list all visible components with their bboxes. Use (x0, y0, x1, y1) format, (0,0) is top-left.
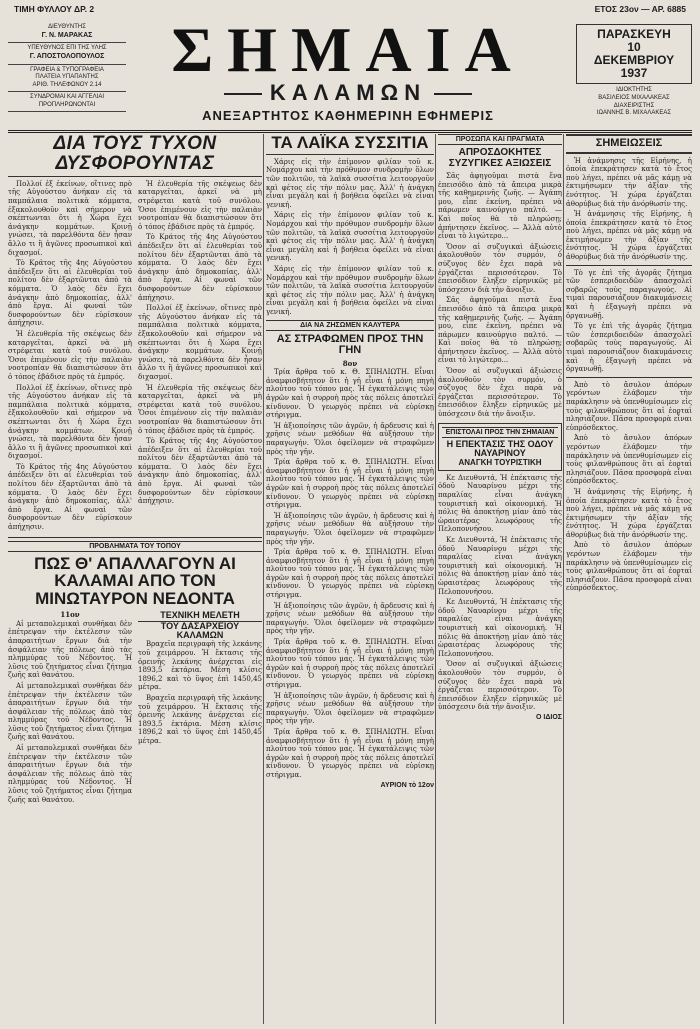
article-paragraph: Τρία ἄρθρα τοῦ κ. Θ. ΣΠΗΛΙΩΤΗ. Εἶναι ἀναμφισβήτητον ὅτι ἡ γῆ εἶναι ἡ μόνη πηγὴ πλούτου τοῦ τόπου μας. Ἡ ἐγκατάλειψις τῶν ἀγρῶν καὶ ἡ συρροὴ πρὸς τὰς πόλεις ἀποτελεῖ κίνδυνον. Ὁ γεωργὸς πρέπει νὰ εὑρίσκῃ στήριγμα. (266, 548, 434, 600)
column-3 (438, 134, 562, 1024)
article-paragraph: Αἱ μεταπολεμικαὶ συνθῆκαι δὲν ἐπέτρεψαν τὴν ἐκτέλεσιν τῶν ἀπαραιτήτων ἔργων διὰ τὴν ἀσφάλειαν τῆς πόλεως ἀπὸ τὰς πλημμύρας τοῦ Νέδοντος. Ἡ λῦσις τοῦ ζητήματος εἶναι ζήτημα ζωῆς καὶ θανάτου. (8, 619, 132, 680)
column-1 (8, 134, 262, 1024)
article-paragraph: Ἡ ἀνάμνησις τῆς Εἰρήνης, ἡ ὁποία ἐπεκράτησεν κατὰ τὸ ἔτος ποὺ λήγει, πρέπει νὰ μᾶς κάμῃ νὰ ἐκτιμήσωμεν τὴν ἀξίαν τῆς ἑνότητος. Ἡ χώρα ἐργάζεται ἀθορύβως διὰ τὴν ἀνόρθωσίν της. (566, 210, 692, 262)
issue-label: ΕΤΟΣ 23ον — ΑΡ. 6885 (594, 4, 686, 14)
article-paragraph: Ἀπὸ τὸ ἄσυλον ἀπόρων γερόντων ἐλάβομεν τὴν παράκλησιν νὰ ὑπενθυμίσωμεν εἰς τοὺς φιλανθρώπους ὅτι αἱ ἑορταὶ πλησιάζουν. Πᾶσα προσφορὰ εἶναι εὐπρόσδεκτος. (566, 541, 692, 593)
article-paragraph: Βραχεῖα περιγραφὴ τῆς λεκάνης τοῦ χειμάρρου. Ἡ ἔκτασις τῆς ὀρεινῆς λεκάνης ἀνέρχεται εἰς 1893,5 ἑκτάρια. Μέση κλίσις 1896,2 καὶ τὸ ὕψος ἐπὶ 1450,45 μέτρα. (138, 694, 262, 745)
gin-kicker: ΔΙΑ ΝΑ ΖΗΣΩΜΕΝ ΚΑΛΥΤΕΡΑ (266, 320, 434, 331)
date-day: ΠΑΡΑΣΚΕΥΗ (597, 27, 671, 41)
local-problems-headline: ΠΩΣ Θ' ΑΠΑΛΛΑΓΟΥΝ ΑΙ ΚΑΛΑΜΑΙ ΑΠΟ ΤΟΝ ΜΙΝΩΤΑΥΡΟΝ ΝΕΔΟΝΤΑ (34, 553, 236, 609)
prosopa-kicker: ΠΡΟΣΩΠΑ ΚΑΙ ΠΡΑΓΜΑΤΑ (438, 134, 562, 145)
letters-headline: Η ΕΠΕΚΤΑΣΙΣ ΤΗΣ ΟΔΟΥ ΝΑΥΑΡΙΝΟΥ (446, 438, 554, 459)
date-month: ΔΕΚΕΜΒΡΙΟΥ (593, 53, 675, 67)
article-paragraph: Χάρις εἰς τὴν ἐπίμονον φιλίαν τοῦ κ. Νομάρχου καὶ τὴν πρόθυμον συνδρομὴν ὅλων τῶν πολιτῶν, τὰ λαϊκὰ συσσίτια λειτουργοῦν καὶ φέτος εἰς τὴν πόλιν μας. Ἀλλ' ἡ ἀνάγκη εἶναι μεγάλη καὶ ἡ βοήθεια ὀφείλει νὰ εἶναι γενική. (266, 264, 434, 316)
phone-number: ΑΡΙΘ. ΤΗΛΕΦΩΝΟΥ 2.14 (32, 81, 102, 88)
article-paragraph: Τρία ἄρθρα τοῦ κ. Θ. ΣΠΗΛΙΩΤΗ. Εἶναι ἀναμφισβήτητον ὅτι ἡ γῆ εἶναι ἡ μόνη πηγὴ πλούτου τοῦ τόπου μας. Ἡ ἐγκατάλειψις τῶν ἀγρῶν καὶ ἡ συρροὴ πρὸς τὰς πόλεις ἀποτελεῖ κίνδυνον. Ὁ γεωργὸς πρέπει νὰ εὑρίσκῃ στήριγμα. (266, 458, 434, 510)
manager-label: ΔΙΑΧΕΙΡΙΣΤΗΣ (613, 102, 655, 109)
date-number: 10 (627, 40, 641, 54)
article-paragraph: Τὸ Κράτος τῆς 4ης Αὐγούστου ἀπέδειξεν ὅτι αἱ ἐλευθερίαι τοῦ πολίτου δὲν ἐξαρτῶνται ἀπὸ τὰ κόμματα. Ὁ λαὸς δὲν ἔχει ἀνάγκην ἀπὸ δημοκοπίας, ἀλλ' ἀπὸ ἔργα. Αἱ φωναὶ τῶν δυσφορούντων δὲν εὑρίσκουν ἀπήχησιν. (138, 233, 262, 302)
column-divider (435, 134, 436, 1024)
date-year: 1937 (620, 66, 648, 80)
subscriptions-note: ΣΥΝΔΡΟΜΑΙ ΚΑΙ ΑΓΓΕΛΙΑΙ ΠΡΟΠΛΗΡΩΝΟΝΤΑΙ (29, 94, 105, 108)
column-divider (263, 134, 264, 1024)
article-paragraph: Πολλοί ἐξ ἐκείνων, οἵτινες πρὸ τῆς Αὐγούστου ἀνήκαν εἰς τὰ παμπάλαια πολιτικὰ κόμματα, ἐξακολουθοῦν καὶ σήμερον νὰ σκέπτωνται ὅτι ἡ Χώρα ἔχει ἀνάγκην κομμάτων. Κοινῇ γνώσει, τὰ παρελθόντα δὲν ἦσαν ἄλλο τι ἢ ἀγῶνες προσωπικοὶ καὶ διχασμοί. (8, 383, 132, 461)
article-paragraph: Ἡ ἐλευθερία τῆς σκέψεως δὲν καταργεῖται, ἀρκεῖ νὰ μὴ στρέφεται κατὰ τοῦ συνόλου. Ὅσοι ἐπιμένουν εἰς τὴν παλαιὰν νοοτροπίαν θὰ διαπιστώσουν ὅτι ὁ τόπος ἐβάδισε πρὸς τὰ ἐμπρός. (138, 179, 262, 231)
article-paragraph: Τὸ Κράτος τῆς 4ης Αὐγούστου ἀπέδειξεν ὅτι αἱ ἐλευθερίαι τοῦ πολίτου δὲν ἐξαρτῶνται ἀπὸ τὰ κόμματα. Ὁ λαὸς δὲν ἔχει ἀνάγκην ἀπὸ δημοκοπίας, ἀλλ' ἀπὸ ἔργα. Αἱ φωναὶ τῶν δυσφορούντων δὲν εὑρίσκουν ἀπήχησιν. (138, 437, 262, 506)
newspaper-city: ΚΑΛΑΜΩΝ (133, 82, 563, 104)
article-paragraph: Τὸ γε ἐπὶ τῆς ἀγορᾶς ζήτημα τῶν ἐσπεριδοειδῶν ἀπασχολεῖ σοβαρῶς τοὺς παραγωγούς. Αἱ τιμαὶ παρουσιάζουν διακυμάνσεις καὶ ἡ ἐξαγωγὴ πρέπει νὰ ὀργανωθῇ. (566, 322, 692, 374)
article-paragraph: Αἱ μεταπολεμικαὶ συνθῆκαι δὲν ἐπέτρεψαν τὴν ἐκτέλεσιν τῶν ἀπαραιτήτων ἔργων διὰ τὴν ἀσφάλειαν τῆς πόλεως ἀπὸ τὰς πλημμύρας τοῦ Νέδοντος. Ἡ λῦσις τοῦ ζητήματος εἶναι ζήτημα ζωῆς καὶ θανάτου. (8, 744, 132, 804)
article-body-syssitia (266, 158, 434, 317)
article-body-simeioseis (566, 157, 692, 594)
column-divider (563, 134, 564, 1024)
article-paragraph: Ἡ ἀνάμνησις τῆς Εἰρήνης, ἡ ὁποία ἐπεκράτησεν κατὰ τὸ ἔτος ποὺ λήγει, πρέπει νὰ μᾶς κάμῃ νὰ ἐκτιμήσωμεν τὴν ἀξίαν τῆς ἑνότητος. Ἡ χώρα ἐργάζεται ἀθορύβως διὰ τὴν ἀνόρθωσίν της. (566, 487, 692, 539)
article-body-syzygikes (438, 172, 562, 419)
article-paragraph: Ἀπὸ τὸ ἄσυλον ἀπόρων γερόντων ἐλάβομεν τὴν παράκλησιν νὰ ὑπενθυμίσωμεν εἰς τοὺς φιλανθρώπους ὅτι αἱ ἑορταὶ πλησιάζουν. Πᾶσα προσφορὰ εἶναι εὐπρόσδεκτος. (566, 380, 692, 432)
column-2 (266, 134, 434, 1024)
newspaper-title-block (133, 14, 563, 123)
article-signoff: ΑΥΡΙΟΝ τὸ 12ον (380, 781, 434, 789)
article-paragraph: Τρία ἄρθρα τοῦ κ. Θ. ΣΠΗΛΙΩΤΗ. Εἶναι ἀναμφισβήτητον ὅτι ἡ γῆ εἶναι ἡ μόνη πηγὴ πλούτου τοῦ τόπου μας. Ἡ ἐγκατάλειψις τῶν ἀγρῶν καὶ ἡ συρροὴ πρὸς τὰς πόλεις ἀποτελεῖ κίνδυνον. Ὁ γεωργὸς πρέπει νὰ εὑρίσκῃ στήριγμα. (266, 368, 434, 420)
column-4 (566, 134, 692, 1024)
article-paragraph: Ἡ ἐλευθερία τῆς σκέψεως δὲν καταργεῖται, ἀρκεῖ νὰ μὴ στρέφεται κατὰ τοῦ συνόλου. Ὅσοι ἐπιμένουν εἰς τὴν παλαιὰν νοοτροπίαν θὰ διαπιστώσουν ὅτι ὁ τόπος ἐβάδισε πρὸς τὰ ἐμπρός. (138, 383, 262, 435)
local-problems-kicker: ΠΡΟΒΛΗΜΑΤΑ ΤΟΥ ΤΟΠΟΥ (8, 541, 262, 552)
article-paragraph: Χάρις εἰς τὴν ἐπίμονον φιλίαν τοῦ κ. Νομάρχου καὶ τὴν πρόθυμον συνδρομὴν ὅλων τῶν πολιτῶν, τὰ λαϊκὰ συσσίτια λειτουργοῦν καὶ φέτος εἰς τὴν πόλιν μας. Ἀλλ' ἡ ἀνάγκη εἶναι μεγάλη καὶ ἡ βοήθεια ὀφείλει νὰ εἶναι γενική. (266, 157, 434, 209)
responsible-name: Γ. ΑΠΟΣΤΟΛΟΠΟΥΛΟΣ (29, 52, 105, 60)
article-headline-syzygikes: ΑΠΡΟΣΔΟΚΗΤΕΣ ΣΥΖΥΓΙΚΕΣ ΑΞΙΩΣΕΙΣ (448, 147, 552, 169)
article-body-gin (266, 360, 434, 791)
article-paragraph: Ἀπὸ τὸ ἄσυλον ἀπόρων γερόντων ἐλάβομεν τὴν παράκλησιν νὰ ὑπενθυμίσωμεν εἰς τοὺς φιλανθρώπους ὅτι αἱ ἑορταὶ πλησιάζουν. Πᾶσα προσφορὰ εἶναι εὐπρόσδεκτος. (566, 434, 692, 486)
article-paragraph: Ὅσον αἱ συζυγικαὶ ἀξιώσεις ἀκολουθοῦν τὸν συρμόν, ὁ σύζυγος δὲν ἔχει παρὰ νὰ ἐργάζεται περισσότερον. Τὸ ἐπεισόδιον ἔληξεν εἰρηνικῶς μὲ ὑπόσχεσιν διὰ τὴν ἄνοιξιν. (438, 242, 562, 294)
article-paragraph: Χάρις εἰς τὴν ἐπίμονον φιλίαν τοῦ κ. Νομάρχου καὶ τὴν πρόθυμον συνδρομὴν ὅλων τῶν πολιτῶν, τὰ λαϊκὰ συσσίτια λειτουργοῦν καὶ φέτος εἰς τὴν πόλιν μας. Ἀλλ' ἡ ἀνάγκη εἶναι μεγάλη καὶ ἡ βοήθεια ὀφείλει νὰ εἶναι γενική. (266, 211, 434, 263)
date-box (576, 24, 692, 118)
article-paragraph: Κε Διευθυντά, Ἡ ἐπέκτασις τῆς ὁδοῦ Ναυαρίνου μέχρι τῆς παραλίας εἶναι ἀνάγκη τουριστικὴ καὶ οἰκονομική. Ἡ πόλις θὰ ἀποκτήσῃ μίαν ἀπὸ τὰς ὡραιοτέρας λεωφόρους τῆς Πελοποννήσου. (438, 473, 562, 534)
article-paragraph: Ἡ ἀξιοποίησις τῶν ἀγρῶν, ἡ ἄρδευσις καὶ ἡ χρῆσις νέων μεθόδων θὰ αὐξήσουν τὴν παραγωγήν. Ὅλοι ὀφείλομεν νὰ στραφῶμεν πρὸς τὴν γῆν. (266, 421, 434, 456)
article-paragraph: Τὸ Κράτος τῆς 4ης Αὐγούστου ἀπέδειξεν ὅτι αἱ ἐλευθερίαι τοῦ πολίτου δὲν ἐξαρτῶνται ἀπὸ τὰ κόμματα. Ὁ λαὸς δὲν ἔχει ἀνάγκην ἀπὸ δημοκοπίας, ἀλλ' ἀπὸ ἔργα. Αἱ φωναὶ τῶν δυσφορούντων δὲν εὑρίσκουν ἀπήχησιν. (8, 462, 132, 532)
responsible-label: ΥΠΕΥΘΥΝΟΣ ΕΠΙ ΤΗΣ ΥΛΗΣ (27, 45, 107, 52)
article-paragraph: Ἡ ἀξιοποίησις τῶν ἀγρῶν, ἡ ἄρδευσις καὶ ἡ χρῆσις νέων μεθόδων θὰ αὐξήσουν τὴν παραγωγήν. Ὅλοι ὀφείλομεν νὰ στραφῶμεν πρὸς τὴν γῆν. (266, 601, 434, 636)
offices-label: ΓΡΑΦΕΙΑ & ΤΥΠΟΓΡΑΦΕΙΑ (30, 66, 104, 73)
article-body-dysforountas (8, 180, 262, 534)
tech-study-title: ΤΟΥ ΔΑΣΑΡΧΕΙΟΥ ΚΑΛΑΜΩΝ (160, 620, 240, 641)
article-headline-syssitia: ΤΑ ΛΑΪΚΑ ΣΥΣΣΙΤΙΑ (266, 134, 434, 155)
article-paragraph: Ἡ ἐλευθερία τῆς σκέψεως δὲν καταργεῖται, ἀρκεῖ νὰ μὴ στρέφεται κατὰ τοῦ συνόλου. Ὅσοι ἐπιμένουν εἰς τὴν παλαιὰν νοοτροπίαν θὰ διαπιστώσουν ὅτι ὁ τόπος ἐβάδισε πρὸς τὰ ἐμπρός. (8, 329, 132, 381)
article-paragraph: Τρία ἄρθρα τοῦ κ. Θ. ΣΠΗΛΙΩΤΗ. Εἶναι ἀναμφισβήτητον ὅτι ἡ γῆ εἶναι ἡ μόνη πηγὴ πλούτου τοῦ τόπου μας. Ἡ ἐγκατάλειψις τῶν ἀγρῶν καὶ ἡ συρροὴ πρὸς τὰς πόλεις ἀποτελεῖ κίνδυνον. Ὁ γεωργὸς πρέπει νὰ εὑρίσκῃ στήριγμα. (266, 727, 434, 779)
staff-box (8, 22, 126, 112)
offices-address: ΠΛΑΤΕΙΑ ΥΠΑΠΑΝΤΗΣ (35, 74, 99, 80)
article-paragraph: Βραχεῖα περιγραφὴ τῆς λεκάνης τοῦ χειμάρρου. Ἡ ἔκτασις τῆς ὀρεινῆς λεκάνης ἀνέρχεται εἰς 1893,5 ἑκτάρια. Μέση κλίσις 1896,2 καὶ τὸ ὕψος ἐπὶ 1450,45 μέτρα. (138, 640, 262, 692)
price-label: ΤΙΜΗ ΦΥΛΛΟΥ ΔΡ. 2 (14, 4, 95, 14)
owner-name: ΒΑΣΙΛΕΙΟΣ ΜΙΧΑΛΑΚΕΑΣ (598, 94, 670, 101)
article-marker: 11ον (60, 610, 80, 620)
letters-subheadline: ΑΝΑΓΚΗ ΤΟΥΡΙΣΤΙΚΗ (458, 457, 542, 467)
article-paragraph: Ἡ ἀξιοποίησις τῶν ἀγρῶν, ἡ ἄρδευσις καὶ ἡ χρῆσις νέων μεθόδων θὰ αὐξήσουν τὴν παραγωγήν. Ὅλοι ὀφείλομεν νὰ στραφῶμεν πρὸς τὴν γῆν. (266, 691, 434, 726)
article-headline-simeioseis: ΣΗΜΕΙΩΣΕΙΣ (566, 134, 692, 154)
article-paragraph: Κε Διευθυντά, Ἡ ἐπέκτασις τῆς ὁδοῦ Ναυαρίνου μέχρι τῆς παραλίας εἶναι ἀνάγκη τουριστικὴ καὶ οἰκονομική. Ἡ πόλις θὰ ἀποκτήσῃ μίαν ἀπὸ τὰς ὡραιοτέρας λεωφόρους τῆς Πελοποννήσου. (438, 598, 562, 658)
article-headline-dysforountas: ΔΙΑ ΤΟΥΣ ΤΥΧΟΝ ΔΥΣΦΟΡΟΥΝΤΑΣ (8, 134, 262, 177)
director-name: Γ. Ν. ΜΑΡΑΚΑΣ (41, 31, 93, 39)
article-headline-gin: ΑΣ ΣΤΡΑΦΩΜΕΝ ΠΡΟΣ ΤΗΝ ΓΗΝ (276, 332, 424, 357)
owner-label: ΙΔΙΟΚΤΗΤΗΣ (616, 87, 652, 93)
article-paragraph: Ὅσον αἱ συζυγικαὶ ἀξιώσεις ἀκολουθοῦν τὸν συρμόν, ὁ σύζυγος δὲν ἔχει παρὰ νὰ ἐργάζεται περισσότερον. Τὸ ἐπεισόδιον ἔληξεν εἰρηνικῶς μὲ ὑπόσχεσιν διὰ τὴν ἄνοιξιν. (438, 367, 562, 419)
letters-signature: Ο ΙΔΙΟΣ (536, 713, 562, 721)
manager-name: ΙΩΑΝΝΗΣ Β. ΜΙΧΑΛΑΚΕΑΣ (596, 110, 672, 117)
article-paragraph: Σᾶς ἀφηγοῦμαι πιστὰ ἕνα ἐπεισόδιο ἀπὸ τὰ ἄπειρα μικρὰ τῆς καθημερινῆς ζωῆς. — Ἀγάπη μου, εἶπε ἐκείνη, πρέπει νὰ πάρωμεν καινούργιο παλτό. — Καὶ ποῖος θὰ τὸ πληρώσῃ; ἀπήντησεν ἐκεῖνος. — Ἀλλὰ αὐτὸ εἶναι τὸ λιγώτερο... (438, 172, 562, 241)
article-paragraph: Τὸ Κράτος τῆς 4ης Αὐγούστου ἀπέδειξεν ὅτι αἱ ἐλευθερίαι τοῦ πολίτου δὲν ἐξαρτῶνται ἀπὸ τὰ κόμματα. Ὁ λαὸς δὲν ἔχει ἀνάγκην ἀπὸ δημοκοπίας, ἀλλ' ἀπὸ ἔργα. Αἱ φωναὶ τῶν δυσφορούντων δὲν εὑρίσκουν ἀπήχησιν. (8, 259, 132, 328)
newspaper-title: ΣΗΜΑΙΑ (171, 14, 525, 85)
article-paragraph: Ὅσον αἱ συζυγικαὶ ἀξιώσεις ἀκολουθοῦν τὸν συρμόν, ὁ σύζυγος δὲν ἔχει παρὰ νὰ ἐργάζεται περισσότερον. Τὸ ἐπεισόδιον ἔληξεν εἰρηνικῶς μὲ ὑπόσχεσιν διὰ τὴν ἄνοιξιν. (438, 660, 562, 712)
letters-kicker: ΕΠΙΣΤΟΛΑΙ ΠΡΟΣ ΤΗΝ ΣΗΜΑΙΑΝ (442, 427, 558, 438)
article-paragraph: Κε Διευθυντά, Ἡ ἐπέκτασις τῆς ὁδοῦ Ναυαρίνου μέχρι τῆς παραλίας εἶναι ἀνάγκη τουριστικὴ καὶ οἰκονομική. Ἡ πόλις θὰ ἀποκτήσῃ μίαν ἀπὸ τὰς ὡραιοτέρας λεωφόρους τῆς Πελοποννήσου. (438, 536, 562, 596)
article-paragraph: Αἱ μεταπολεμικαὶ συνθῆκαι δὲν ἐπέτρεψαν τὴν ἐκτέλεσιν τῶν ἀπαραιτήτων ἔργων διὰ τὴν ἀσφάλειαν τῆς πόλεως ἀπὸ τὰς πλημμύρας τοῦ Νέδοντος. Ἡ λῦσις τοῦ ζητήματος εἶναι ζήτημα ζωῆς καὶ θανάτου. (8, 681, 132, 742)
local-problems-body (8, 611, 262, 806)
letters-body (438, 474, 562, 723)
article-paragraph: Ἡ ἀνάμνησις τῆς Εἰρήνης, ἡ ὁποία ἐπεκράτησεν κατὰ τὸ ἔτος ποὺ λήγει, πρέπει νὰ μᾶς κάμῃ νὰ ἐκτιμήσωμεν τὴν ἀξίαν τῆς ἑνότητος. Ἡ χώρα ἐργάζεται ἀθορύβως διὰ τὴν ἀνόρθωσίν της. (566, 156, 692, 208)
director-label: ΔΙΕΥΘΥΝΤΗΣ (48, 24, 86, 30)
article-paragraph: Πολλοί ἐξ ἐκείνων, οἵτινες πρὸ τῆς Αὐγούστου ἀνήκαν εἰς τὰ παμπάλαια πολιτικὰ κόμματα, ἐξακολουθοῦν καὶ σήμερον νὰ σκέπτωνται ὅτι ἡ Χώρα ἔχει ἀνάγκην κομμάτων. Κοινῇ γνώσει, τὰ παρελθόντα δὲν ἦσαν ἄλλο τι ἢ ἀγῶνες προσωπικοὶ καὶ διχασμοί. (8, 179, 132, 257)
article-paragraph: Τὸ γε ἐπὶ τῆς ἀγορᾶς ζήτημα τῶν ἐσπεριδοειδῶν ἀπασχολεῖ σοβαρῶς τοὺς παραγωγούς. Αἱ τιμαὶ παρουσιάζουν διακυμάνσεις καὶ ἡ ἐξαγωγὴ πρέπει νὰ ὀργανωθῇ. (566, 268, 692, 320)
article-marker: 8ον (342, 358, 358, 368)
article-paragraph: Πολλοί ἐξ ἐκείνων, οἵτινες πρὸ τῆς Αὐγούστου ἀνήκαν εἰς τὰ παμπάλαια πολιτικὰ κόμματα, ἐξακολουθοῦν καὶ σήμερον νὰ σκέπτωνται ὅτι ἡ Χώρα ἔχει ἀνάγκην κομμάτων. Κοινῇ γνώσει, τὰ παρελθόντα δὲν ἦσαν ἄλλο τι ἢ ἀγῶνες προσωπικοὶ καὶ διχασμοί. (138, 304, 262, 381)
masthead (8, 14, 692, 133)
article-paragraph: Σᾶς ἀφηγοῦμαι πιστὰ ἕνα ἐπεισόδιο ἀπὸ τὰ ἄπειρα μικρὰ τῆς καθημερινῆς ζωῆς. — Ἀγάπη μου, εἶπε ἐκείνη, πρέπει νὰ πάρωμεν καινούργιο παλτό. — Καὶ ποῖος θὰ τὸ πληρώσῃ; ἀπήντησεν ἐκεῖνος. — Ἀλλὰ αὐτὸ εἶναι τὸ λιγώτερο... (438, 296, 562, 365)
tech-study-kicker: ΤΕΧΝΙΚΗ ΜΕΛΕΤΗ (138, 611, 262, 621)
article-paragraph: Ἡ ἀξιοποίησις τῶν ἀγρῶν, ἡ ἄρδευσις καὶ ἡ χρῆσις νέων μεθόδων θὰ αὐξήσουν τὴν παραγωγήν. Ὅλοι ὀφείλομεν νὰ στραφῶμεν πρὸς τὴν γῆν. (266, 511, 434, 546)
letters-box (438, 423, 562, 471)
article-paragraph: Τρία ἄρθρα τοῦ κ. Θ. ΣΠΗΛΙΩΤΗ. Εἶναι ἀναμφισβήτητον ὅτι ἡ γῆ εἶναι ἡ μόνη πηγὴ πλούτου τοῦ τόπου μας. Ἡ ἐγκατάλειψις τῶν ἀγρῶν καὶ ἡ συρροὴ πρὸς τὰς πόλεις ἀποτελεῖ κίνδυνον. Ὁ γεωργὸς πρέπει νὰ εὑρίσκῃ στήριγμα. (266, 638, 434, 689)
newspaper-tagline: ΑΝΕΞΑΡΤΗΤΟΣ ΚΑΘΗΜΕΡΙΝΗ ΕΦΗΜΕΡΙΣ (202, 108, 494, 123)
